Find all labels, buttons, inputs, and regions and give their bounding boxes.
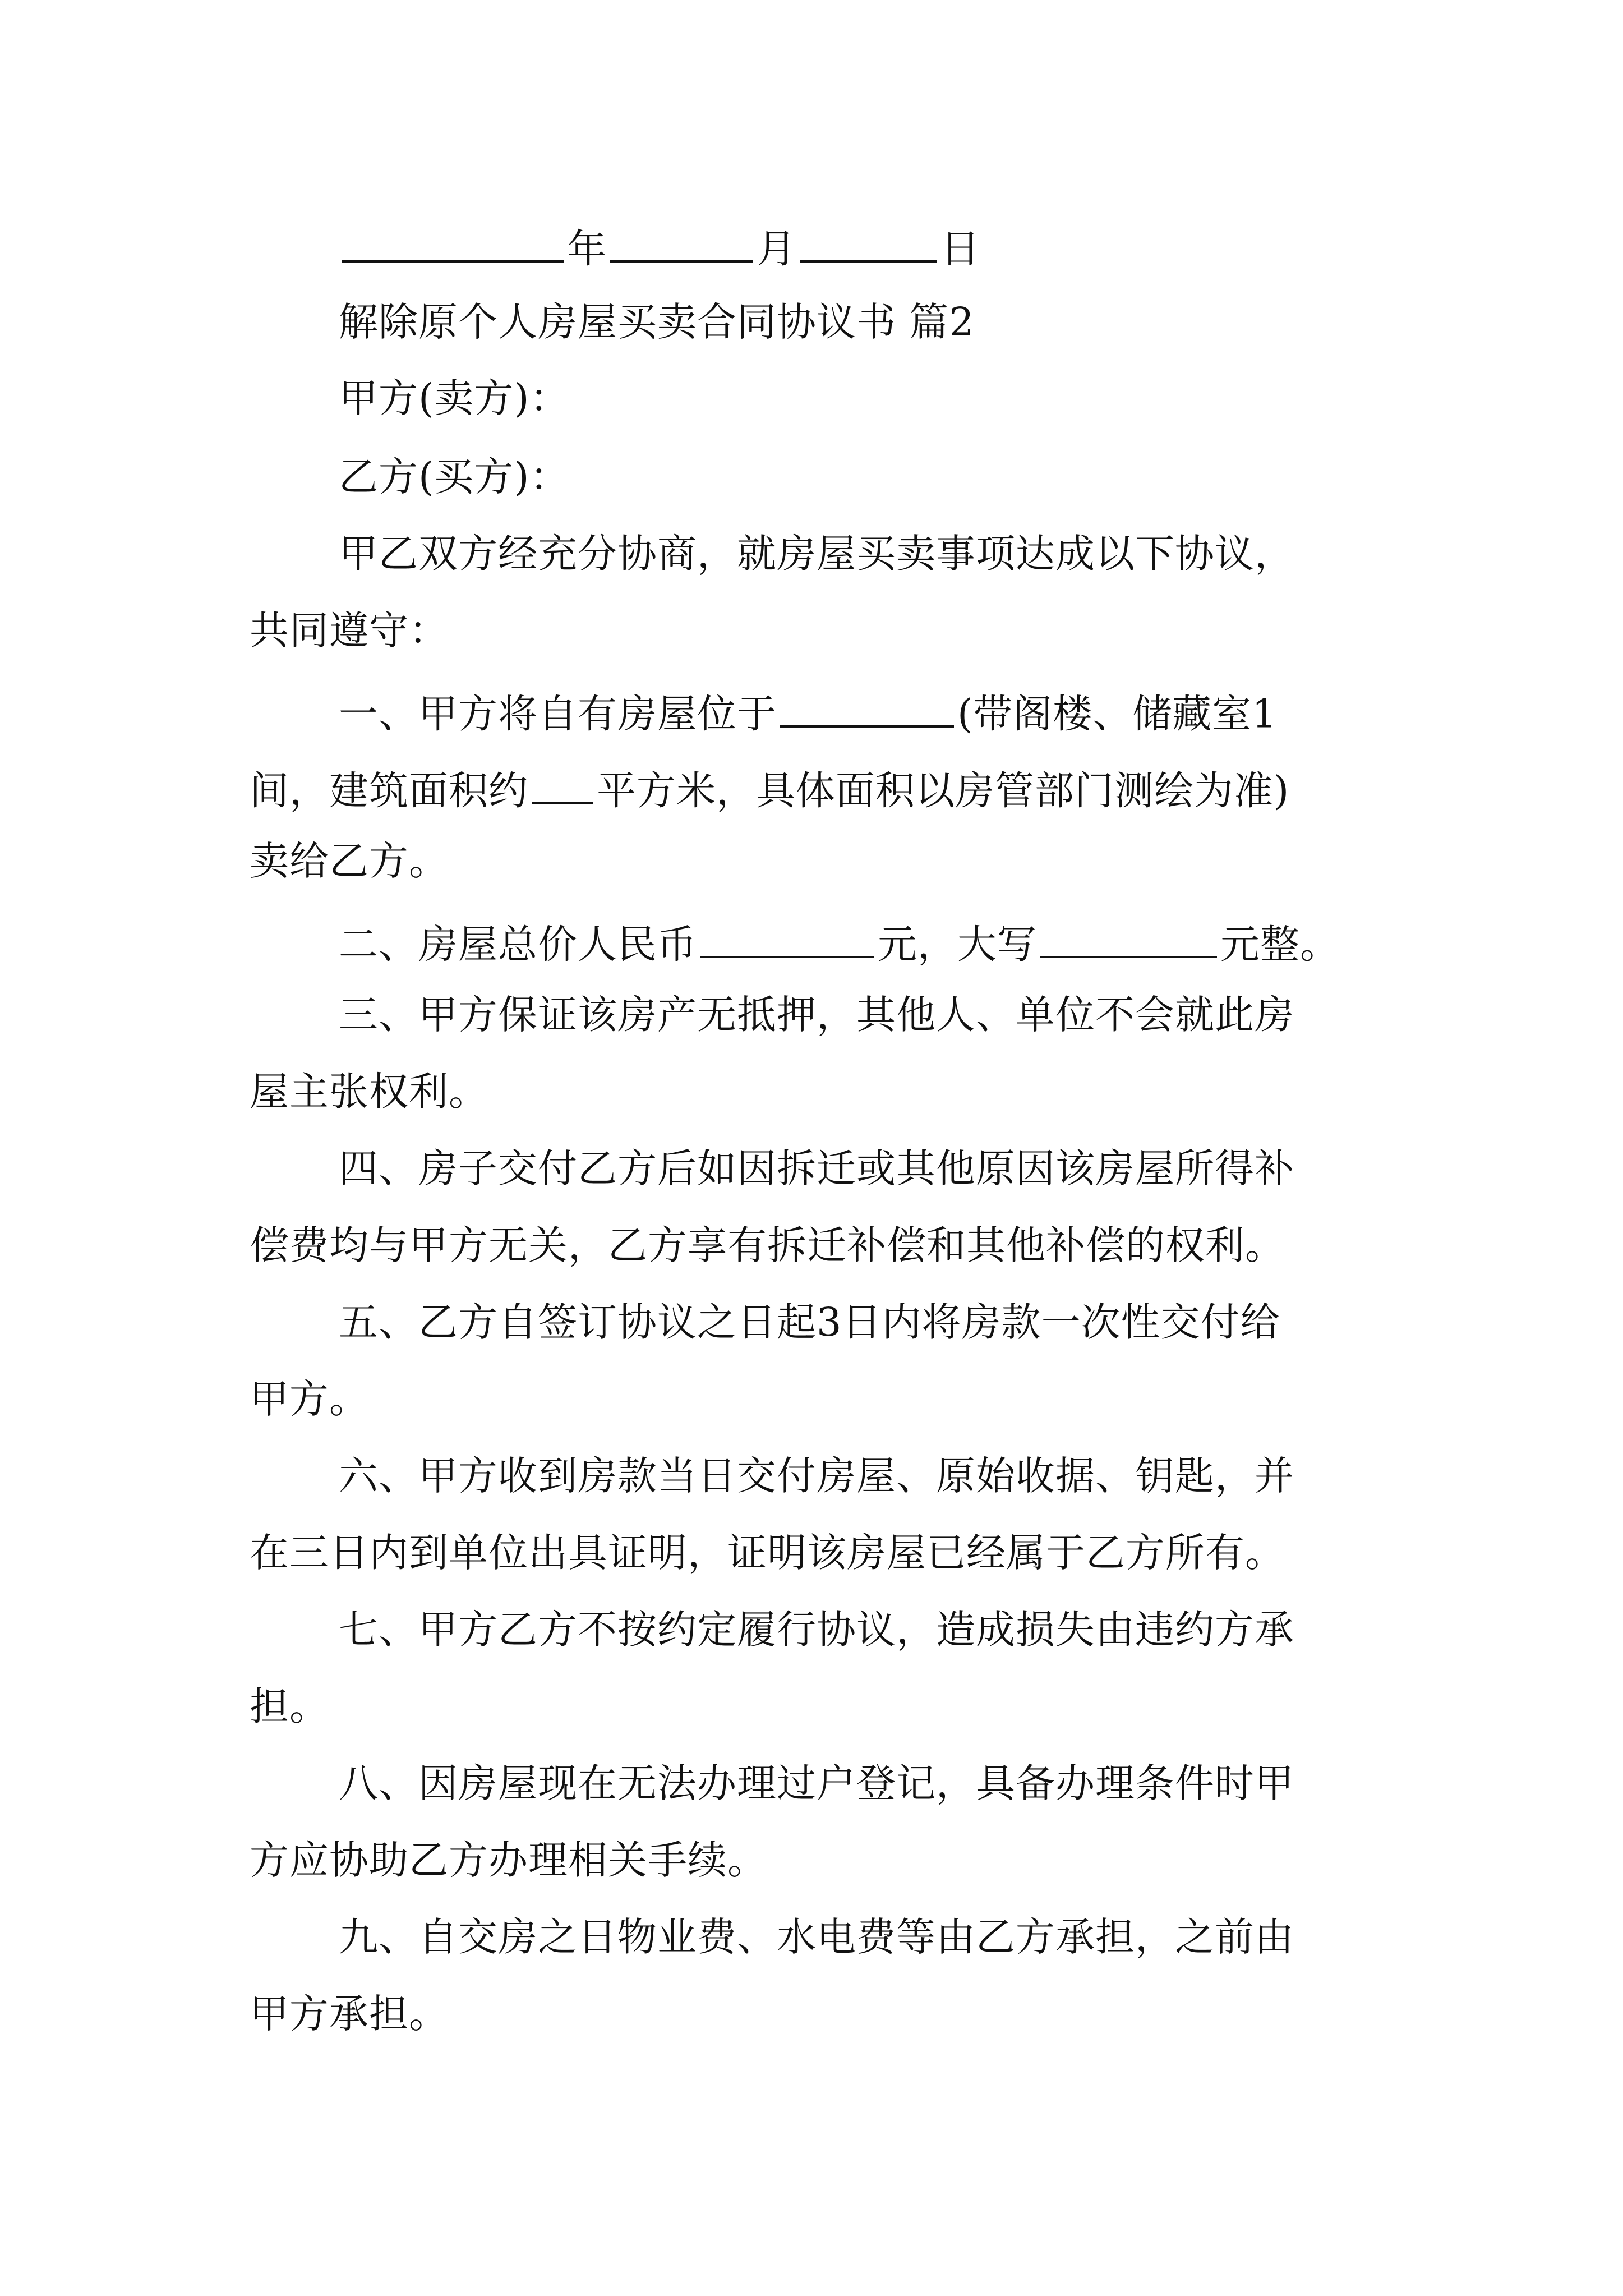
clause-5-line-2: 甲方。 (250, 1376, 369, 1422)
clause-7-line-1: 七、甲方乙方不按约定履行协议，造成损失由违约方承 (339, 1607, 1294, 1653)
year-blank (342, 223, 564, 263)
clause-1-line-1 (339, 688, 1278, 737)
clause-1-text-a: 一、甲方将自有房屋位于 (339, 691, 777, 737)
party-a-line: 甲方(卖方)： (339, 375, 570, 421)
month-label: 月 (757, 226, 796, 272)
clause-4-line-2: 偿费均与甲方无关，乙方享有拆迁补偿和其他补偿的权利。 (250, 1222, 1285, 1268)
date-line (339, 223, 980, 272)
clause-2-text-a: 二、房屋总价人民币 (339, 921, 697, 968)
clause-8-line-2: 方应协助乙方办理相关手续。 (250, 1837, 767, 1883)
clause-1-text-c: 间，建筑面积约 (250, 767, 528, 814)
document-title: 解除原个人房屋买卖合同协议书 篇2 (339, 299, 975, 345)
address-blank (780, 688, 954, 728)
clause-2-text-c: 元整。 (1220, 921, 1340, 968)
day-label: 日 (940, 226, 980, 272)
intro-line-2: 共同遵守： (250, 608, 449, 654)
clause-9-line-1: 九、自交房之日物业费、水电费等由乙方承担，之前由 (339, 1914, 1294, 1960)
year-label: 年 (567, 226, 607, 272)
clause-4-line-1: 四、房子交付乙方后如因拆迁或其他原因该房屋所得补 (339, 1145, 1294, 1191)
area-blank (532, 765, 593, 804)
clause-2-text-b: 元，大写 (878, 921, 1037, 968)
price-blank (700, 918, 874, 958)
clause-9-line-2: 甲方承担。 (250, 1991, 449, 2037)
intro-line-1: 甲乙双方经充分协商，就房屋买卖事项达成以下协议， (339, 531, 1294, 577)
clause-8-line-1: 八、因房屋现在无法办理过户登记，具备办理条件时甲 (339, 1760, 1294, 1806)
clause-7-line-2: 担。 (250, 1683, 329, 1729)
clause-1-line-3: 卖给乙方。 (250, 838, 449, 884)
month-blank (610, 223, 753, 263)
party-b-line: 乙方(买方)： (339, 454, 570, 500)
clause-1-text-b: (带阁楼、储藏室1 (957, 691, 1278, 737)
price-words-blank (1040, 918, 1217, 958)
clause-1-text-d: 平方米，具体面积以房管部门测绘为准) (597, 767, 1290, 814)
clause-2-line-1 (339, 918, 1340, 968)
clause-1-line-2 (250, 765, 1290, 814)
clause-5-line-1: 五、乙方自签订协议之日起3日内将房款一次性交付给 (339, 1299, 1280, 1345)
clause-3-line-2: 屋主张权利。 (250, 1069, 488, 1115)
clause-6-line-2: 在三日内到单位出具证明，证明该房屋已经属于乙方所有。 (250, 1530, 1285, 1576)
clause-3-line-1: 三、甲方保证该房产无抵押，其他人、单位不会就此房 (339, 992, 1294, 1038)
day-blank (800, 223, 937, 263)
clause-6-line-1: 六、甲方收到房款当日交付房屋、原始收据、钥匙，并 (339, 1453, 1294, 1499)
